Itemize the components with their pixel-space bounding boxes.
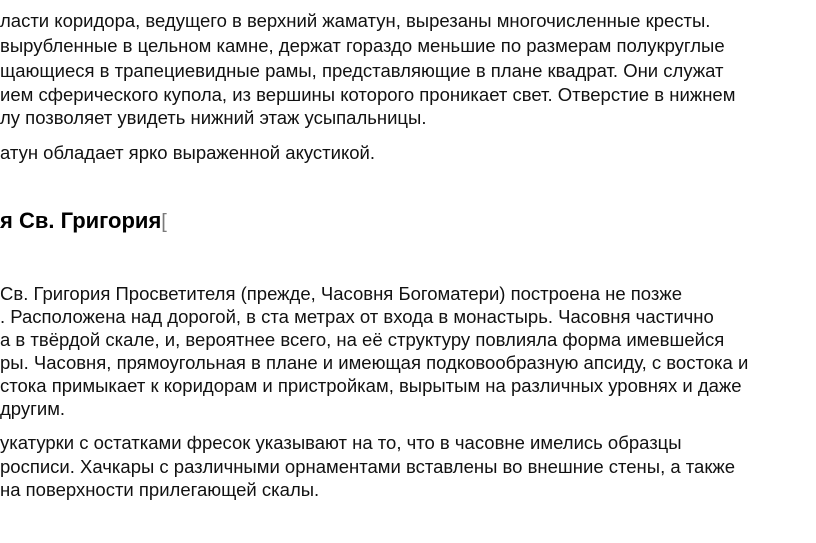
heading-text: я Св. Григория	[0, 208, 162, 233]
text-line: стока примыкает к коридорам и пристройкам, вырытым на различных уровнях и даже	[0, 375, 742, 396]
text-line: ры. Часовня, прямоугольная в плане и имеющая подковообразную апсиду, с востока и	[0, 352, 749, 373]
text-line: Св. Григория Просветителя (прежде, Часовня Богоматери) построена не позже	[0, 283, 683, 304]
text-line: ласти коридора, ведущего в верхний жаматун, вырезаны многочисленные кресты.	[0, 10, 711, 31]
text-line: ием сферического купола, из вершины которого проникает свет. Отверстие в нижнем	[0, 84, 736, 105]
text-line: другим.	[0, 398, 66, 419]
text-line: . Расположена над дорогой, в ста метрах от входа в монастырь. Часовня частично	[0, 306, 714, 327]
text-line: росписи. Хачкары с различными орнаментами вставлены во внешние стены, а также	[0, 456, 736, 477]
text-line: укатурки с остатками фресок указывают на то, что в часовне имелись образцы	[0, 432, 682, 453]
text-line: вырубленные в цельном камне, держат гораздо меньшие по размерам полукруглые	[0, 35, 725, 56]
text-line: а в твёрдой скале, и, вероятнее всего, на её структуру повлияла форма имевшейся	[0, 329, 725, 350]
text-line: лу позволяет увидеть нижний этаж усыпальницы.	[0, 107, 427, 128]
section-heading	[0, 208, 167, 235]
edit-section-link[interactable]: [	[161, 211, 167, 233]
text-line: щающиеся в трапециевидные рамы, представляющие в плане квадрат. Они служат	[0, 60, 724, 81]
text-line: атун обладает ярко выраженной акустикой.	[0, 142, 376, 163]
text-line: на поверхности прилегающей скалы.	[0, 479, 320, 500]
